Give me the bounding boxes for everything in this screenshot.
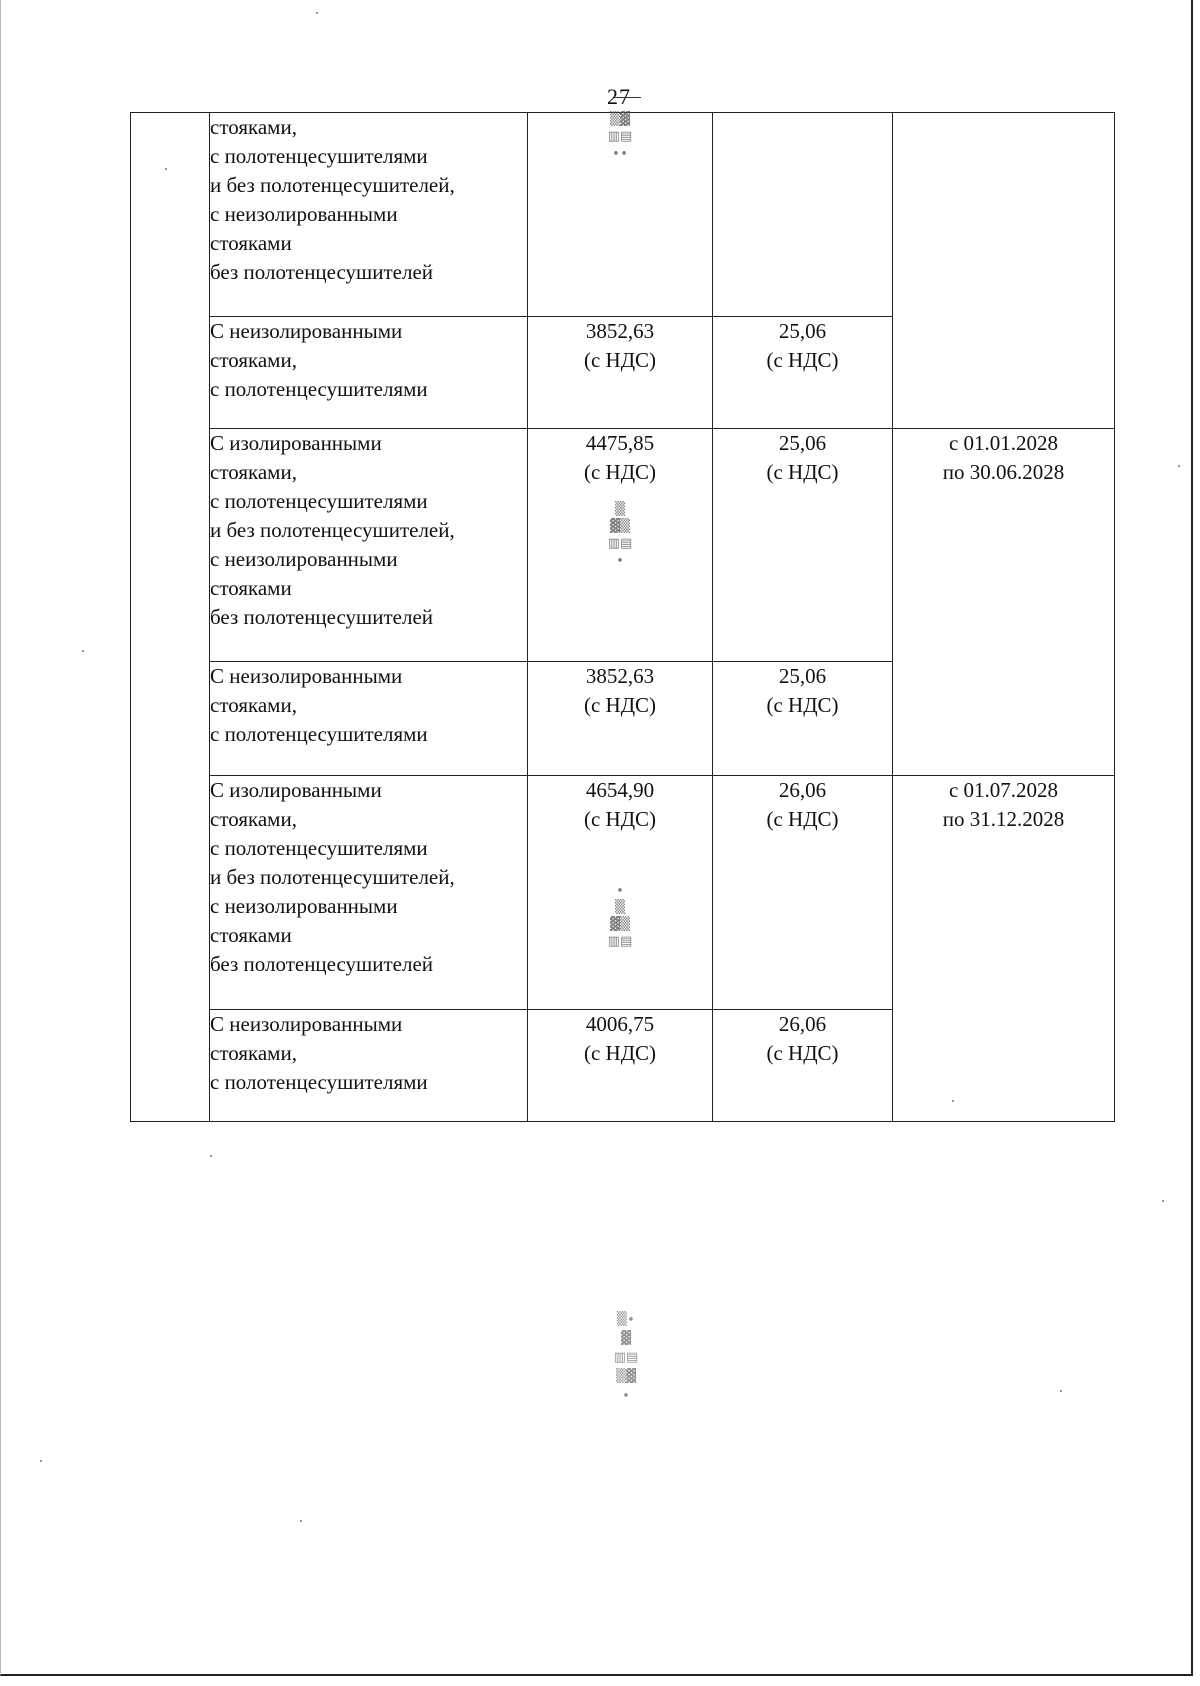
- scan-speck: [1060, 1390, 1062, 1392]
- table-row: [131, 429, 1115, 662]
- norm-cell: [713, 1010, 893, 1122]
- price-value: 4006,75: [585, 1012, 655, 1036]
- vat-note: (с НДС): [583, 1041, 657, 1065]
- description-line: стояками: [210, 231, 292, 255]
- vat-note: (с НДС): [583, 460, 657, 484]
- period-start: с 01.07.2028: [948, 778, 1059, 802]
- scan-speck: [40, 1460, 42, 1462]
- norm-cell: [713, 429, 893, 662]
- price-value: 3852,63: [585, 319, 655, 343]
- norm-cell: [713, 662, 893, 776]
- norm-cell: [713, 113, 893, 317]
- period-cell: [893, 429, 1115, 776]
- table-row: [131, 113, 1115, 317]
- number-column-cell: [131, 113, 210, 1122]
- vat-note: (с НДС): [766, 693, 839, 717]
- stamp-mark: ▒▓ ▥▤ ∙∙: [607, 112, 633, 161]
- description-cell: С неизолированными стояками, с полотенцесушителями: [210, 662, 528, 776]
- description-cell: С неизолированными стояками, с полотенцесушителями: [210, 1010, 528, 1122]
- norm-value: 25,06: [778, 431, 827, 455]
- scan-speck: [316, 12, 318, 14]
- scan-speck: [210, 1155, 212, 1157]
- description-line: стояками,: [210, 115, 297, 139]
- price-cell: [528, 776, 713, 1010]
- period-cell: [893, 113, 1115, 429]
- period-end: по 30.06.2028: [942, 460, 1065, 484]
- description-line: с неизолированными: [210, 202, 398, 226]
- price-cell: [528, 662, 713, 776]
- norm-value: 26,06: [778, 1012, 827, 1036]
- stamp-mark: ▒ ▓▒ ▥▤ ∙: [607, 502, 633, 568]
- vat-note: (с НДС): [766, 348, 839, 372]
- price-cell: [528, 1010, 713, 1122]
- stamp-mark: ∙ ▒ ▓▒ ▥▤: [607, 883, 633, 949]
- price-value: 3852,63: [585, 664, 655, 688]
- description-cell: С неизолированными стояками, с полотенцесушителями: [210, 317, 528, 429]
- norm-cell: [713, 317, 893, 429]
- tariff-table: [130, 112, 1115, 1122]
- vat-note: (с НДС): [766, 1041, 839, 1065]
- scan-speck: [165, 168, 167, 170]
- norm-value: 25,06: [778, 319, 827, 343]
- norm-cell: [713, 776, 893, 1010]
- norm-value: 26,06: [778, 778, 827, 802]
- price-value: 4654,90: [585, 778, 655, 802]
- period-cell: [893, 776, 1115, 1122]
- price-cell: [528, 429, 713, 662]
- price-value: 4475,85: [585, 431, 655, 455]
- price-cell: [528, 113, 713, 317]
- period-start: с 01.01.2028: [948, 431, 1059, 455]
- vat-note: (с НДС): [766, 460, 839, 484]
- description-cell: [210, 113, 528, 317]
- stamp-mark: ▒∙ ▓ ▥▤ ▒▓ ∙: [613, 1312, 639, 1403]
- period-end: по 31.12.2028: [942, 807, 1065, 831]
- scan-speck: [1178, 465, 1180, 467]
- scan-speck: [82, 650, 84, 652]
- description-line: без полотенцесушителей: [210, 260, 434, 284]
- scan-speck: [952, 1100, 954, 1102]
- description-line: с полотенцесушителями: [210, 144, 428, 168]
- vat-note: (с НДС): [766, 807, 839, 831]
- scan-speck: [300, 1520, 302, 1522]
- scan-speck: [1162, 1200, 1164, 1202]
- page-number: 27: [607, 84, 631, 109]
- norm-value: 25,06: [778, 664, 827, 688]
- description-cell: С изолированными стояками, с полотенцесушителями и без полотенцесушителей, с неизолированными стояками без полотенцесушителей: [210, 776, 528, 1010]
- vat-note: (с НДС): [583, 348, 657, 372]
- price-cell: [528, 317, 713, 429]
- table-row: [131, 776, 1115, 1010]
- vat-note: (с НДС): [583, 693, 657, 717]
- description-cell: С изолированными стояками, с полотенцесушителями и без полотенцесушителей, с неизолированными стояками без полотенцесушителей: [210, 429, 528, 662]
- description-line: и без полотенцесушителей,: [210, 173, 455, 197]
- vat-note: (с НДС): [583, 807, 657, 831]
